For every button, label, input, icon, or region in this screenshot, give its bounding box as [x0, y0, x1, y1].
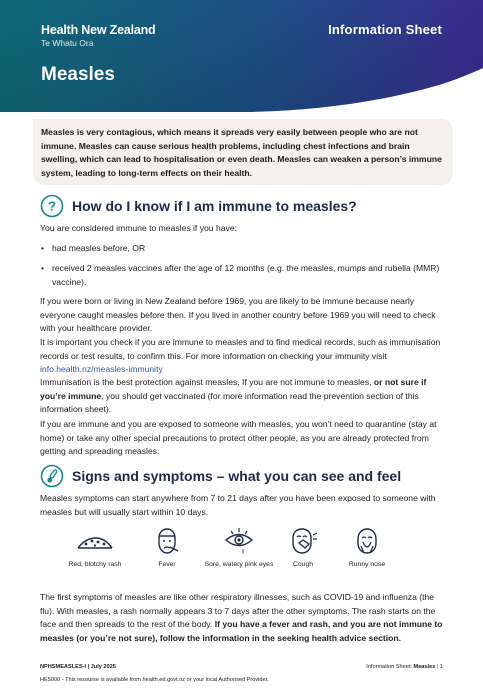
org-subname: Te Whatu Ora: [41, 38, 94, 48]
runny-nose-icon: [352, 526, 382, 556]
list-item: • had measles before, OR: [41, 243, 146, 253]
immunity-link[interactable]: info.health.nz/measles-immunity: [40, 364, 163, 375]
immunity-paragraph-records: It is important you check if you are immune to measles and to find medical records, such as immunisation records or test results, to confirm this. For more information on checking your immunity visit info.health.nz/measles-immunity: [40, 337, 441, 375]
section-immunity-heading: [40, 194, 357, 218]
header-banner: [0, 0, 483, 112]
section-symptoms-title: Signs and symptoms – what you can see and feel: [72, 468, 402, 484]
symptom-runny-nose: [332, 526, 402, 569]
intro-box: Measles is very contagious, which means it spreads very easily between people who are not immune. Measles can cause serious health problems, including chest infections and brain swelling, which can lead to hospitalisation or even death. Measles can weaken a person’s immune system, leading to long-term effects on their health.: [33, 119, 453, 185]
eye-icon: [223, 526, 255, 556]
rash-icon: [76, 526, 114, 556]
immunisation-paragraph: Immunisation is the best protection against measles. If you are not immune to measles, or not sure if you’re immune, you should get vaccinated (for more information read the prevention section of this information sheet).: [40, 377, 427, 415]
immunity-paragraph-1969: If you were born or living in New Zealand before 1969, you are likely to be immune because nearly everyone caught measles before then. If you lived in another country before 1969 you will need to check with your healthcare provider.: [40, 296, 436, 334]
symptom-eyes: [204, 526, 274, 569]
cough-icon: [287, 526, 319, 556]
immunity-lead: You are considered immune to measles if you have:: [40, 223, 237, 233]
page-title: Measles: [41, 64, 115, 85]
symptoms-paragraph: The first symptoms of measles are like other respiratory illnesses, such as COVID-19 and influenza (the flu). With measles, a rash normally appears 3 to 7 days after the other symptoms. The rash starts on the face and then spreads to the rest of the body. If you have a fever and rash, and you are not immune to measles (or you’re not sure), follow the information in the seeking health advice section.: [40, 592, 443, 643]
footer-note: HE5000 - This resourse is available from health.ed.govt.nz or your local Authorised Provider.: [40, 677, 269, 683]
question-icon: [40, 194, 64, 218]
org-name: Health New Zealand: [41, 23, 156, 37]
symptom-icons: [60, 526, 420, 588]
symptom-label: Cough: [292, 561, 314, 568]
symptom-label: Runny nose: [348, 561, 386, 568]
page-number: 1: [439, 664, 443, 670]
list-item: • received 2 measles vaccines after the age of 12 months (e.g. the measles, mumps and rubella (MMR) vaccine).: [41, 263, 440, 287]
svg-text:?: ?: [48, 198, 56, 214]
section-immunity-title: How do I know if I am immune to measles?: [72, 198, 357, 214]
symptom-rash: [60, 526, 130, 569]
sheet-label: Information Sheet: [328, 22, 442, 37]
header-background: [0, 0, 483, 112]
symptoms-onset-paragraph: Measles symptoms can start anywhere from 7 to 21 days after you have been exposed to someone with measles but will usually start within 10 days.: [40, 493, 436, 517]
symptom-label: Fever: [158, 561, 176, 568]
section-symptoms-heading: [40, 464, 401, 488]
footer-page-label: Information Sheet: Measles | 1: [366, 664, 443, 670]
symptom-label: Red, blotchy rash: [68, 561, 122, 568]
symptom-fever: [132, 526, 202, 569]
fever-icon: [152, 526, 182, 556]
footer-code: NPHSMEASLES-I | July 2025: [40, 664, 116, 670]
exposure-paragraph: If you are immune and you are exposed to someone with measles, you won’t need to quarantine (stay at home) or take any other special precautions to protect other people, as you are already protected from getting and spreading measles.: [40, 419, 437, 457]
symptom-label: Sore, watery pink eyes: [204, 561, 274, 568]
thermometer-icon: [40, 464, 64, 488]
symptom-cough: [268, 526, 338, 569]
